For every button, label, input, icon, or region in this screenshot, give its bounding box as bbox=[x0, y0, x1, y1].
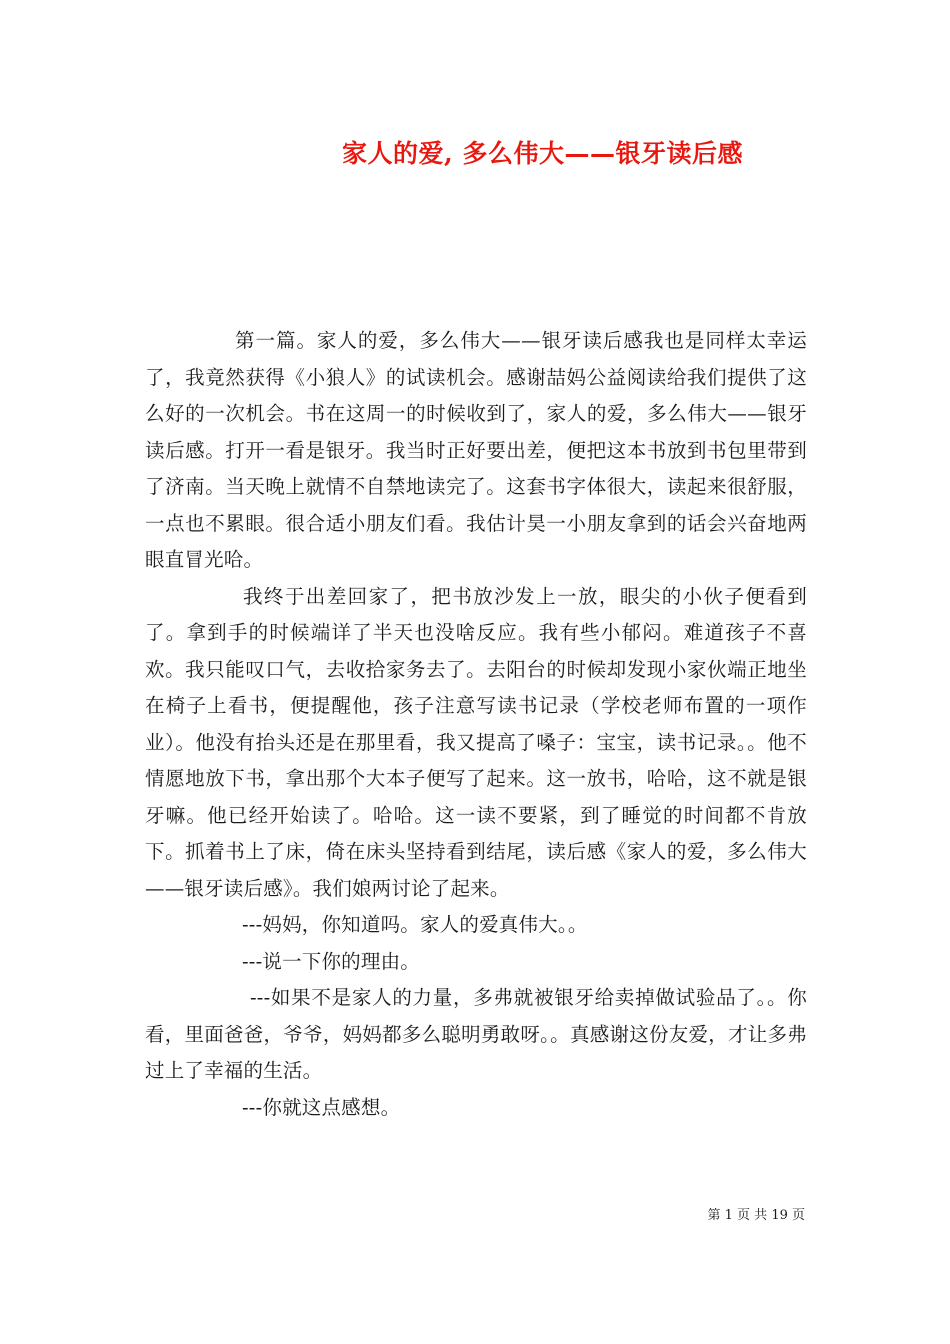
page-number: 第 1 页 共 19 页 bbox=[707, 1208, 805, 1223]
dialog-line-4: ---你就这点感想。 bbox=[242, 1095, 401, 1119]
document-title: 家人的爱, 多么伟大——银牙读后感 bbox=[342, 139, 743, 168]
dialog-line-3: ---如果不是家人的力量，多弗就被银牙给卖掉做试验品了。。你看，里面爸爸，爷爷，妈妈都多么聪明勇敢呀。。真感谢这份友爱，才让多弗过上了幸福的生活。 bbox=[145, 986, 807, 1082]
document-body bbox=[145, 323, 807, 1126]
dialog-line-2: ---说一下你的理由。 bbox=[242, 949, 420, 973]
paragraph-2: 我终于出差回家了，把书放沙发上一放，眼尖的小伙子便看到了。拿到手的时候端详了半天也没啥反应。我有些小郁闷。难道孩子不喜欢。我只能叹口气，去收拾家务去了。去阳台的时候却发现小家伙端正地坐在椅子上看书，便提醒他，孩子注意写读书记录（学校老师布置的一项作业）。他没有抬头还是在那里看，我又提高了嗓子：宝宝，读书记录。。他不情愿地放下书，拿出那个大本子便写了起来。这一放书，哈哈，这不就是银牙嘛。他已经开始读了。哈哈。这一读不要紧，到了睡觉的时间都不肯放下。抓着书上了床，倚在床头坚持看到结尾，读后感《家人的爱，多么伟大——银牙读后感》。我们娘两讨论了起来。 bbox=[145, 584, 807, 900]
dialog-line-1: ---妈妈，你知道吗。家人的爱真伟大。。 bbox=[242, 913, 588, 936]
paragraph-1: 第一篇。家人的爱，多么伟大——银牙读后感我也是同样太幸运了，我竟然获得《小狼人》的试读机会。感谢喆妈公益阅读给我们提供了这么好的一次机会。书在这周一的时候收到了，家人的爱，多么伟大——银牙读后感。打开一看是银牙。我当时正好要出差，便把这本书放到书包里带到了济南。当天晚上就情不自禁地读完了。这套书字体很大，读起来很舒服，一点也不累眼。很合适小朋友们看。我估计昊一小朋友拿到的话会兴奋地两眼直冒光哈。 bbox=[145, 329, 807, 571]
